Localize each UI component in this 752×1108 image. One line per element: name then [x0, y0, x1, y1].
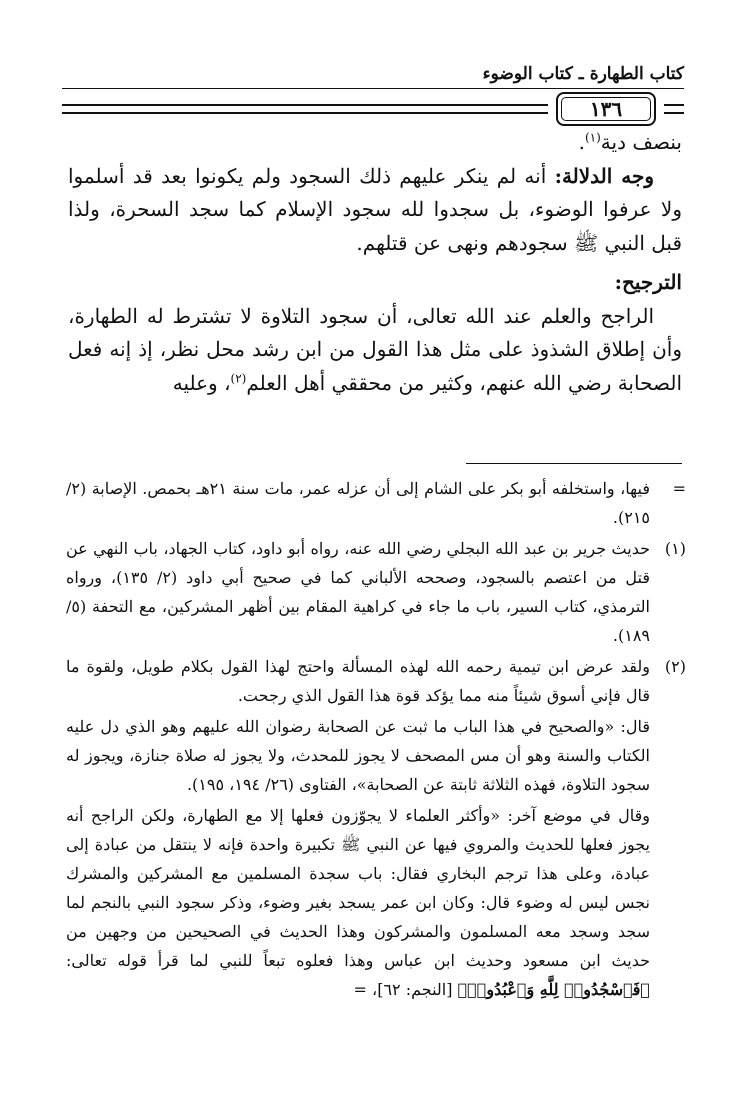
paragraph-continuation: [68, 126, 682, 160]
header-double-rule-left: [62, 104, 548, 114]
footnote-marker: =: [672, 479, 686, 498]
footnote-body: [66, 534, 650, 650]
running-title: كتاب الطهارة ـ كتاب الوضوء: [482, 64, 684, 84]
footnote-body: [66, 652, 650, 1004]
footnote-marker: (٢): [664, 657, 686, 676]
paragraph-tarjih: [68, 300, 682, 401]
footnote-separator: [466, 463, 682, 464]
page-header: [62, 64, 684, 122]
footnote: [66, 534, 686, 650]
page-number: ١٣٦: [589, 97, 623, 121]
footnote-paragraph: [66, 801, 650, 1004]
footnote: [66, 652, 686, 1004]
footnote-ref: (١): [584, 130, 601, 145]
footnote-paragraph: حديث جرير بن عبد الله البجلي رضي الله عنه، رواه أبو داود، كتاب الجهاد، باب النهي عن قتل من اعتصم بالسجود، وصححه الألباني كما في صحيح أبي داود (٢/ ١٣٥)، ورواه الترمذي، كتاب السير، باب ما جاء في كراهية المقام بين أظهر المشركين، مع التحفة (٥/ ١٨٩).: [66, 539, 651, 645]
paragraph-end: .: [578, 130, 585, 154]
tarjih-heading: الترجيح:: [614, 270, 682, 294]
paragraph-wajh: [68, 160, 682, 261]
header-rule: [62, 88, 684, 89]
footnote-text: وقال في موضع آخر: «وأكثر العلماء لا يجوّزون فعلها إلا مع الطهارة، ولكن الراجح أنه يجوز فعلها للحديث والمروي فيها عن النبي ﷺ تكبيرة واحدة فإنه لا ينتقل من عبادة إلى عبادة، وعلى هذا ترجم البخاري فقال: باب سجدة المسلمين مع المشركين والمشرك نجس ليس له وضوء قال: وكان ابن عمر يسجد بغير وضوء، وذكر سجود النبي بالنجم لما سجد وسجد معه المسلمون والمشركون وهذا الحديث في الصحيحين من وجهين من حديث ابن مسعود وحديث ابن عباس وهذا فعلوه تبعاً للنبي لما قرأ قوله تعالى:: [66, 806, 651, 970]
footnote-paragraph: ولقد عرض ابن تيمية رحمه الله لهذه المسألة واحتج لهذا القول بكلام طويل، ولقوة ما قال فإني أسوق شيئاً منه مما يؤكد قوة هذا القول الذي رجحت.: [66, 657, 650, 705]
footnote-body: [66, 474, 650, 532]
main-text: [68, 126, 682, 400]
footnote-paragraph: قال: «والصحيح في هذا الباب ما ثبت عن الصحابة رضوان الله عليهم وهو الذي دل عليه الكتاب والسنة وهو أن مس المصحف لا يجوز للمحدث، ولا يجوز له صلاة جنازة، ويجوز له سجود التلاوة، فهذه الثلاثة ثابتة عن الصحابة»، الفتاوى (٢٦/ ١٩٤، ١٩٥).: [66, 717, 650, 794]
header-double-rule-right: [664, 104, 684, 114]
continuation-marker: =: [353, 980, 367, 999]
footnote-marker: (١): [664, 539, 686, 558]
wajh-text: أنه لم ينكر عليهم ذلك السجود ولم يكونوا بعد قد أسلموا ولا عرفوا الوضوء، بل سجدوا لله سجود الإسلام كما سجد السحرة، ولذا قبل النبي ﷺ سجودهم ونهى عن قتلهم.: [68, 163, 682, 255]
paragraph-text: بنصف دية: [600, 130, 682, 154]
page-number-frame: [556, 92, 656, 126]
tarjih-text-end: ، وعليه: [172, 370, 231, 395]
tarjih-text: الراجح والعلم عند الله تعالى، أن سجود التلاوة لا تشترط له الطهارة، وأن إطلاق الشذوذ على مثل هذا القول من ابن رشد محل نظر، إذ إنه فعل الصحابة رضي الله عنهم، وكثير من محققي أهل العلم: [68, 303, 682, 395]
footnotes: [66, 474, 686, 1006]
wajh-label: وجه الدلالة:: [554, 163, 654, 188]
quran-verse: ﴿فَٱسْجُدُوا۟ لِلَّهِ وَٱعْبُدُوا۟﴾: [457, 980, 650, 999]
footnote-ref: (٢): [230, 370, 247, 385]
quran-reference: [النجم: ٦٢]،: [372, 980, 453, 999]
footnote-paragraph: فيها، واستخلفه أبو بكر على الشام إلى أن عزله عمر، مات سنة ٢١هـ بحمص. الإصابة (٢/ ٢١٥).: [66, 479, 651, 527]
footnote: [66, 474, 686, 532]
